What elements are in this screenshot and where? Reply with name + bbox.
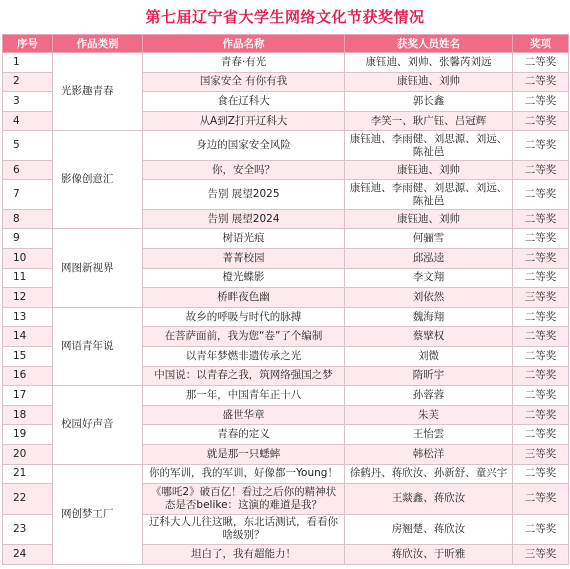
- winners-cell: 康钰迪、刘帅: [345, 209, 513, 229]
- category-cell: 网创梦工厂: [53, 464, 143, 565]
- table-row: [3, 229, 569, 249]
- table-row: [3, 131, 569, 160]
- work-title-cell: 桥畔夜色幽: [143, 288, 345, 308]
- award-cell: 二等奖: [513, 209, 569, 229]
- header-number: 序号: [3, 35, 53, 53]
- work-title-cell: 你，安全吗？: [143, 160, 345, 180]
- award-cell: 二等奖: [513, 346, 569, 366]
- awards-table: [2, 34, 569, 565]
- row-number-cell: 6: [3, 160, 53, 180]
- page-title: 第七届辽宁省大学生网络文化节获奖情况: [145, 8, 425, 26]
- winners-cell: 刘依然: [345, 288, 513, 308]
- award-cell: 二等奖: [513, 131, 569, 160]
- header-work-title: 作品名称: [143, 35, 345, 53]
- row-number-cell: 1: [3, 53, 53, 73]
- award-cell: 二等奖: [513, 327, 569, 347]
- work-title-cell: 你的军训，我的军训，好像都一Young！: [143, 464, 345, 484]
- row-number-cell: 4: [3, 111, 53, 131]
- table-row: [3, 386, 569, 406]
- winners-cell: 王怡雲: [345, 425, 513, 445]
- winners-cell: 朱芙: [345, 405, 513, 425]
- work-title-cell: 树语光痕: [143, 229, 345, 249]
- row-number-cell: 8: [3, 209, 53, 229]
- work-title-cell: 那一年，中国青年正十八: [143, 386, 345, 406]
- row-number-cell: 13: [3, 307, 53, 327]
- row-number-cell: 20: [3, 444, 53, 464]
- award-cell: 二等奖: [513, 425, 569, 445]
- header-award: 奖项: [513, 35, 569, 53]
- row-number-cell: 18: [3, 405, 53, 425]
- award-cell: 二等奖: [513, 180, 569, 209]
- awards-table-body: [3, 53, 569, 565]
- category-cell: 网图新视界: [53, 229, 143, 307]
- header-category: 作品类别: [53, 35, 143, 53]
- award-cell: 二等奖: [513, 229, 569, 249]
- row-number-cell: 15: [3, 346, 53, 366]
- work-title-cell: 国家安全 有你有我: [143, 72, 345, 92]
- row-number-cell: 11: [3, 268, 53, 288]
- award-cell: 二等奖: [513, 366, 569, 386]
- award-cell: 二等奖: [513, 484, 569, 515]
- award-cell: 三等奖: [513, 444, 569, 464]
- winners-cell: 魏海翔: [345, 307, 513, 327]
- row-number-cell: 24: [3, 545, 53, 565]
- winners-cell: 隋昕宇: [345, 366, 513, 386]
- row-number-cell: 17: [3, 386, 53, 406]
- award-cell: 二等奖: [513, 268, 569, 288]
- work-title-cell: 就是那一只蟋蟀: [143, 444, 345, 464]
- award-cell: 二等奖: [513, 464, 569, 484]
- winners-cell: 徐鹤丹、蒋欣汝、孙新舒、童兴宇: [345, 464, 513, 484]
- header-winners: 获奖人员姓名: [345, 35, 513, 53]
- work-title-cell: 盛世华章: [143, 405, 345, 425]
- category-cell: 校园好声音: [53, 386, 143, 464]
- winners-cell: 韩松洋: [345, 444, 513, 464]
- category-cell: 影像创意汇: [53, 131, 143, 229]
- row-number-cell: 16: [3, 366, 53, 386]
- work-title-cell: 从A到Z打开辽科大: [143, 111, 345, 131]
- work-title-cell: 在菩萨面前，我为您“卷”了个编制: [143, 327, 345, 347]
- award-cell: 二等奖: [513, 111, 569, 131]
- award-cell: 二等奖: [513, 92, 569, 112]
- row-number-cell: 7: [3, 180, 53, 209]
- row-number-cell: 12: [3, 288, 53, 308]
- row-number-cell: 10: [3, 248, 53, 268]
- winners-cell: 李笑一、耿广钰、吕冠辉: [345, 111, 513, 131]
- work-title-cell: 以青年梦燃非遗传承之光: [143, 346, 345, 366]
- award-cell: 二等奖: [513, 307, 569, 327]
- row-number-cell: 3: [3, 92, 53, 112]
- award-cell: 二等奖: [513, 405, 569, 425]
- table-row: [3, 464, 569, 484]
- work-title-cell: 菁菁校园: [143, 248, 345, 268]
- winners-cell: 康钰迪、李雨健、刘思源、刘远、陈祉邑: [345, 131, 513, 160]
- work-title-cell: 中国说：以青春之我，筑网络强国之梦: [143, 366, 345, 386]
- award-cell: 二等奖: [513, 53, 569, 73]
- table-header-row: [3, 35, 569, 53]
- table-row: [3, 53, 569, 73]
- work-title-cell: 食在辽科大: [143, 92, 345, 112]
- work-title-cell: 辽科大人儿往这瞅，东北话测试，看看你啥级别？: [143, 514, 345, 545]
- award-cell: 三等奖: [513, 545, 569, 565]
- winners-cell: 房翘楚、蒋欣汝: [345, 514, 513, 545]
- work-title-cell: 青春·有光: [143, 53, 345, 73]
- row-number-cell: 9: [3, 229, 53, 249]
- winners-cell: 何骊雪: [345, 229, 513, 249]
- winners-cell: 康钰迪、刘帅: [345, 72, 513, 92]
- row-number-cell: 23: [3, 514, 53, 545]
- winners-cell: 孙蓉蓉: [345, 386, 513, 406]
- award-cell: 三等奖: [513, 288, 569, 308]
- winners-cell: 康钰迪、刘帅: [345, 160, 513, 180]
- work-title-cell: 《哪吒2》破百亿！看过之后你的精神状态是否belike：这演的难道是我？: [143, 484, 345, 515]
- work-title-cell: 青春的定义: [143, 425, 345, 445]
- category-cell: 网语青年说: [53, 307, 143, 385]
- winners-cell: 王燚鑫、蒋欣汝: [345, 484, 513, 515]
- row-number-cell: 2: [3, 72, 53, 92]
- row-number-cell: 14: [3, 327, 53, 347]
- winners-cell: 康钰迪、李雨健、刘思源、刘远、陈祉邑: [345, 180, 513, 209]
- winners-cell: 刘微: [345, 346, 513, 366]
- award-cell: 二等奖: [513, 514, 569, 545]
- winners-cell: 蒋欣汝、于昕雅: [345, 545, 513, 565]
- winners-cell: 李文翔: [345, 268, 513, 288]
- award-cell: 二等奖: [513, 248, 569, 268]
- award-cell: 二等奖: [513, 386, 569, 406]
- work-title-cell: 坦白了，我有超能力！: [143, 545, 345, 565]
- winners-cell: 郭长鑫: [345, 92, 513, 112]
- row-number-cell: 19: [3, 425, 53, 445]
- work-title-cell: 身边的国家安全风险: [143, 131, 345, 160]
- row-number-cell: 5: [3, 131, 53, 160]
- award-cell: 二等奖: [513, 160, 569, 180]
- work-title-cell: 故乡的呼吸与时代的脉搏: [143, 307, 345, 327]
- work-title-cell: 告别 展望2024: [143, 209, 345, 229]
- award-cell: 二等奖: [513, 72, 569, 92]
- winners-cell: 邱泓逵: [345, 248, 513, 268]
- work-title-cell: 橙光蝶影: [143, 268, 345, 288]
- winners-cell: 康钰迪、刘帅、张馨芮刘远: [345, 53, 513, 73]
- row-number-cell: 22: [3, 484, 53, 515]
- winners-cell: 蔡擘权: [345, 327, 513, 347]
- table-row: [3, 307, 569, 327]
- work-title-cell: 告别 展望2025: [143, 180, 345, 209]
- category-cell: 光影趣青春: [53, 53, 143, 131]
- row-number-cell: 21: [3, 464, 53, 484]
